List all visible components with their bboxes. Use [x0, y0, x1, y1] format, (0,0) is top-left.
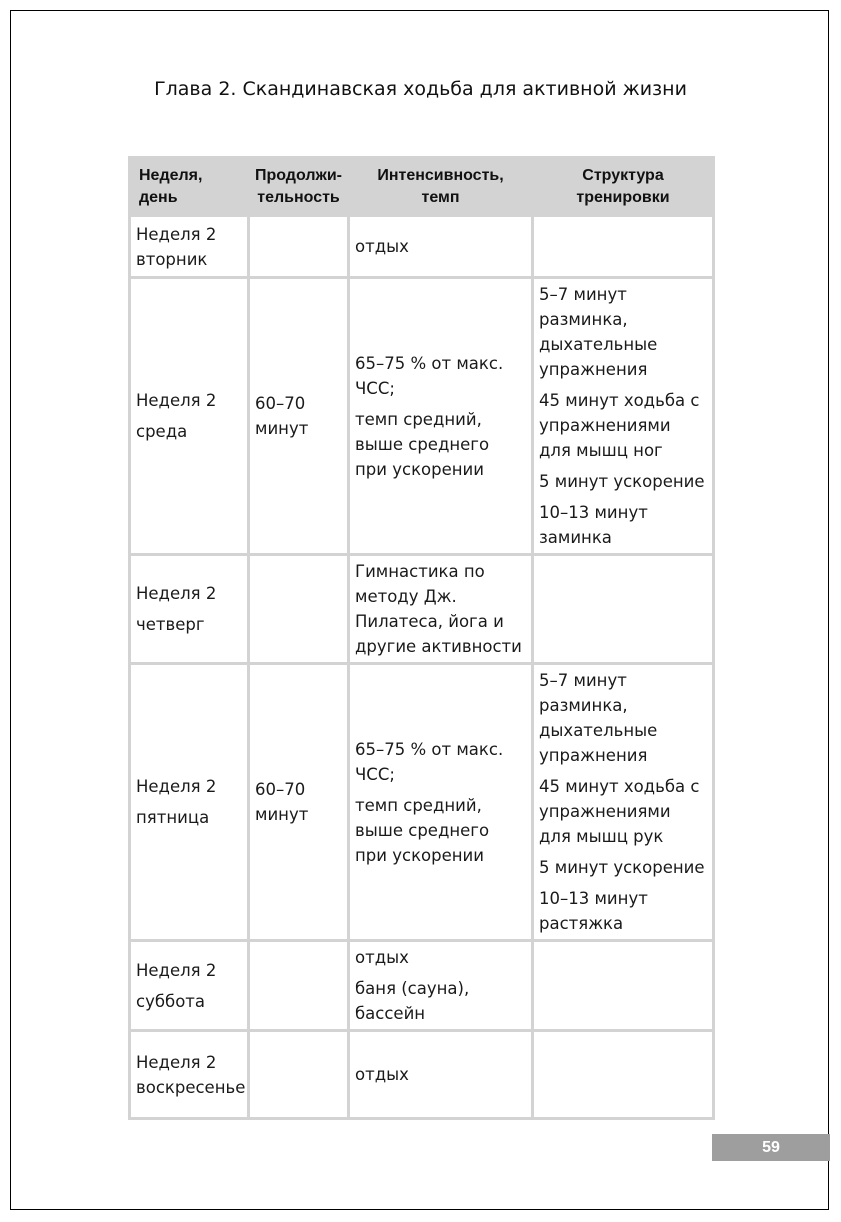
training-schedule-table — [128, 156, 715, 1120]
header-week-day: Неделя, день — [130, 158, 249, 216]
table-row — [130, 664, 714, 941]
cell-duration — [249, 1031, 349, 1119]
table-row — [130, 278, 714, 555]
cell-day: Неделя 2 суббота — [130, 941, 249, 1031]
chapter-title: Глава 2. Скандинавская ходьба для активной жизни — [154, 78, 687, 100]
header-structure: Структура тренировки — [533, 158, 714, 216]
cell-intensity: Гимнастика по методу Дж. Пилатеса, йога и другие активности — [349, 555, 533, 664]
cell-duration: 60–70 минут — [249, 278, 349, 555]
header-intensity: Интенсивность, темп — [349, 158, 533, 216]
cell-intensity: 65–75 % от макс. ЧСС; темп средний, выше среднего при ускорении — [349, 664, 533, 941]
cell-day: Неделя 2 воскресенье — [130, 1031, 249, 1119]
cell-day: Неделя 2 вторник — [130, 216, 249, 278]
table-row — [130, 216, 714, 278]
cell-intensity: отдых баня (сауна), бассейн — [349, 941, 533, 1031]
cell-duration — [249, 555, 349, 664]
cell-intensity: отдых — [349, 1031, 533, 1119]
cell-day: Неделя 2 четверг — [130, 555, 249, 664]
cell-day: Неделя 2 среда — [130, 278, 249, 555]
table-row — [130, 941, 714, 1031]
cell-structure — [533, 1031, 714, 1119]
table-row — [130, 555, 714, 664]
cell-duration: 60–70 минут — [249, 664, 349, 941]
cell-structure — [533, 555, 714, 664]
header-duration: Продолжи- тельность — [249, 158, 349, 216]
cell-intensity: отдых — [349, 216, 533, 278]
cell-structure — [533, 941, 714, 1031]
cell-structure: 5–7 минут разминка, дыхательные упражнения 45 минут ходьба с упражнениями для мышц ног 5 минут ускорение 10–13 минут заминка — [533, 278, 714, 555]
cell-duration — [249, 216, 349, 278]
cell-day: Неделя 2 пятница — [130, 664, 249, 941]
table-row — [130, 1031, 714, 1119]
cell-structure — [533, 216, 714, 278]
page-number: 59 — [712, 1134, 830, 1161]
cell-duration — [249, 941, 349, 1031]
cell-structure: 5–7 минут разминка, дыхательные упражнения 45 минут ходьба с упражнениями для мышц рук 5 минут ускорение 10–13 минут растяжка — [533, 664, 714, 941]
cell-intensity: 65–75 % от макс. ЧСС; темп средний, выше среднего при ускорении — [349, 278, 533, 555]
